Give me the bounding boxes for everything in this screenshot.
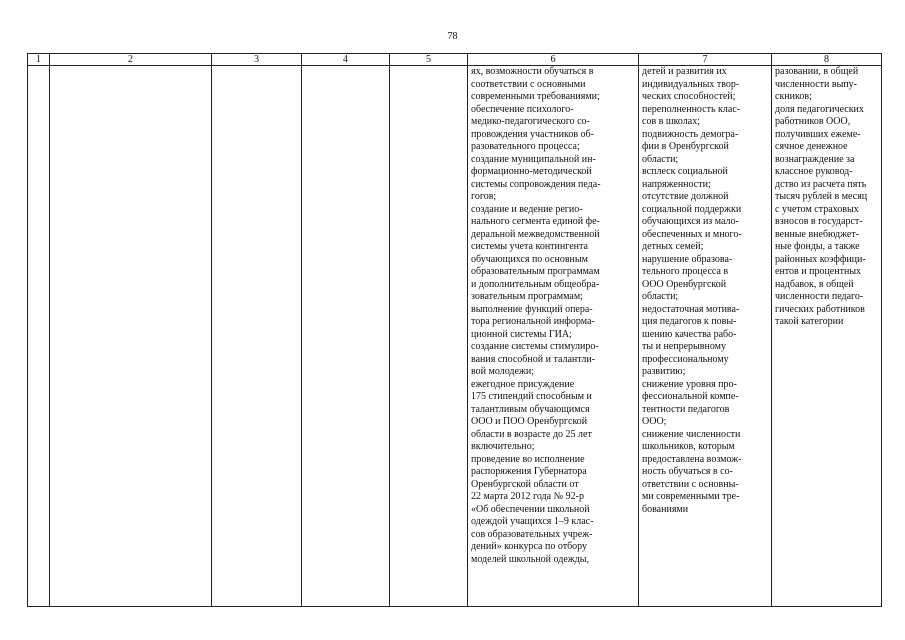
text-line: ентов и процентных bbox=[775, 266, 862, 277]
text-line: области; bbox=[642, 291, 679, 302]
text-line: сячное денежное bbox=[775, 141, 848, 152]
text-line: одеждой учащихся 1–9 клас- bbox=[471, 516, 594, 527]
text-line: «Об обеспечении школьной bbox=[471, 503, 590, 515]
text-line: взносов в государст- bbox=[775, 216, 863, 227]
text-line: получивших ежеме- bbox=[775, 128, 861, 140]
text-line: гогов; bbox=[471, 191, 497, 202]
text-line: образовательным программам bbox=[471, 266, 600, 277]
table-row bbox=[28, 66, 882, 607]
cell-col-7-risks bbox=[639, 66, 772, 607]
text-line: сов в школах; bbox=[642, 116, 701, 127]
text-line: работников ООО, bbox=[775, 116, 851, 127]
text-line: дство из расчета пять bbox=[775, 178, 867, 190]
text-line: создание и ведение регио- bbox=[471, 203, 583, 215]
column-header-8: 8 bbox=[772, 54, 882, 66]
text-line: отсутствие должной bbox=[642, 191, 729, 202]
col8-text bbox=[775, 66, 878, 329]
text-line: предоставлена возмож- bbox=[642, 453, 742, 465]
text-line: талантливым обучающимся bbox=[471, 403, 590, 415]
text-line: ческих способностей; bbox=[642, 91, 736, 102]
text-line: тельного процесса в bbox=[642, 266, 729, 277]
text-line: ях, возможности обучаться в bbox=[471, 66, 594, 77]
text-line: напряженности; bbox=[642, 178, 711, 190]
text-line: доля педагогических bbox=[775, 103, 864, 115]
text-line: обеспеченных и много- bbox=[642, 228, 742, 240]
text-line: школьников, которым bbox=[642, 441, 735, 452]
text-line: создание системы стимулиро- bbox=[471, 341, 599, 352]
text-line: ты и непрерывному bbox=[642, 341, 726, 352]
text-line: моделей школьной одежды, bbox=[471, 553, 589, 565]
text-line: сов образовательных учреж- bbox=[471, 528, 593, 540]
cell-col-1 bbox=[28, 66, 50, 607]
text-line: ООО и ПОО Оренбургской bbox=[471, 416, 588, 427]
col6-text bbox=[471, 66, 635, 566]
text-line: такой категории bbox=[775, 316, 844, 327]
text-line: вознаграждение за bbox=[775, 153, 855, 165]
text-line: обучающихся по основным bbox=[471, 253, 588, 265]
text-line: тора региональной информа- bbox=[471, 316, 595, 327]
text-line: нарушение образова- bbox=[642, 253, 733, 265]
text-line: разовательного процесса; bbox=[471, 141, 580, 152]
text-line: ные фонды, а также bbox=[775, 241, 860, 252]
text-line: современными требованиями; bbox=[471, 91, 600, 102]
text-line: нального сегмента единой фе- bbox=[471, 216, 600, 227]
text-line: системы сопровождения педа- bbox=[471, 178, 601, 190]
text-line: ООО Оренбургской bbox=[642, 278, 727, 290]
text-line: включительно; bbox=[471, 441, 535, 452]
column-header-7: 7 bbox=[639, 54, 772, 66]
text-line: районных коэффици- bbox=[775, 253, 866, 265]
text-line: и дополнительным общеобра- bbox=[471, 278, 600, 290]
text-line: численности педаго- bbox=[775, 291, 864, 302]
cell-col-5 bbox=[390, 66, 468, 607]
text-line: развитию; bbox=[642, 366, 686, 377]
cell-col-2 bbox=[50, 66, 212, 607]
text-line: всплеск социальной bbox=[642, 166, 728, 177]
text-line: тентности педагогов bbox=[642, 403, 730, 415]
text-line: зовательным программам; bbox=[471, 291, 583, 302]
text-line: ность обучаться в со- bbox=[642, 466, 733, 477]
text-line: венные внебюджет- bbox=[775, 228, 860, 240]
text-line: переполненность клас- bbox=[642, 103, 741, 115]
column-header-6: 6 bbox=[468, 54, 639, 66]
col7-text bbox=[642, 66, 768, 516]
text-line: гических работников bbox=[775, 303, 865, 315]
text-line: фии в Оренбургской bbox=[642, 141, 729, 152]
text-line: недостаточная мотива- bbox=[642, 303, 740, 315]
text-line: формационно-методической bbox=[471, 166, 592, 177]
text-line: соответствии с основными bbox=[471, 78, 586, 90]
text-line: системы учета контингента bbox=[471, 241, 588, 252]
text-line: ми современными тре- bbox=[642, 491, 740, 502]
text-line: фессиональной компе- bbox=[642, 391, 739, 402]
text-line: социальной поддержки bbox=[642, 203, 742, 215]
text-line: снижение численности bbox=[642, 428, 741, 440]
text-line: шению качества рабо- bbox=[642, 328, 737, 340]
text-line: обучающихся из мало- bbox=[642, 216, 739, 227]
column-header-4: 4 bbox=[302, 54, 390, 66]
text-line: численности выпу- bbox=[775, 78, 857, 90]
cell-col-8-indicators bbox=[772, 66, 882, 607]
text-line: 22 марта 2012 года № 92-р bbox=[471, 491, 584, 502]
text-line: создание муниципальной ин- bbox=[471, 153, 596, 165]
text-line: надбавок, в общей bbox=[775, 278, 854, 290]
column-header-1: 1 bbox=[28, 54, 50, 66]
cell-col-6-measures bbox=[468, 66, 639, 607]
text-line: ответствии с основны- bbox=[642, 478, 739, 490]
text-line: ООО; bbox=[642, 416, 667, 427]
text-line: классное руковод- bbox=[775, 166, 853, 177]
column-number-row bbox=[28, 54, 882, 66]
text-line: тысяч рублей в месяц bbox=[775, 191, 868, 202]
text-line: Оренбургской области от bbox=[471, 478, 579, 490]
text-line: провождения участников об- bbox=[471, 128, 594, 140]
text-line: вания способной и талантли- bbox=[471, 353, 596, 365]
text-line: снижение уровня про- bbox=[642, 378, 737, 390]
text-line: вой молодежи; bbox=[471, 366, 534, 377]
text-line: медико-педагогического со- bbox=[471, 116, 590, 127]
text-line: проведение во исполнение bbox=[471, 453, 585, 465]
text-line: бованиями bbox=[642, 503, 689, 515]
column-header-2: 2 bbox=[50, 54, 212, 66]
page-number: 78 bbox=[447, 31, 458, 42]
text-line: ежегодное присуждение bbox=[471, 378, 575, 390]
text-line: области в возрасте до 25 лет bbox=[471, 428, 592, 440]
text-line: детных семей; bbox=[642, 241, 704, 252]
text-line: деральной межведомственной bbox=[471, 228, 600, 240]
text-line: скников; bbox=[775, 91, 812, 102]
text-line: области; bbox=[642, 153, 679, 165]
document-table bbox=[27, 53, 882, 607]
text-line: детей и развития их bbox=[642, 66, 727, 77]
text-line: с учетом страховых bbox=[775, 203, 859, 215]
text-line: подвижность демогра- bbox=[642, 128, 739, 140]
text-line: профессиональному bbox=[642, 353, 729, 365]
column-header-5: 5 bbox=[390, 54, 468, 66]
text-line: распоряжения Губернатора bbox=[471, 466, 587, 477]
column-header-3: 3 bbox=[212, 54, 302, 66]
cell-col-3 bbox=[212, 66, 302, 607]
text-line: ционной системы ГИА; bbox=[471, 328, 572, 340]
text-line: дений» конкурса по отбору bbox=[471, 541, 588, 552]
text-line: индивидуальных твор- bbox=[642, 78, 740, 90]
text-line: выполнение функций опера- bbox=[471, 303, 593, 315]
text-line: разовании, в общей bbox=[775, 66, 859, 77]
text-line: обеспечение психолого- bbox=[471, 103, 574, 115]
text-line: 175 стипендий способным и bbox=[471, 391, 592, 402]
text-line: ция педагогов к повы- bbox=[642, 316, 737, 327]
cell-col-4 bbox=[302, 66, 390, 607]
